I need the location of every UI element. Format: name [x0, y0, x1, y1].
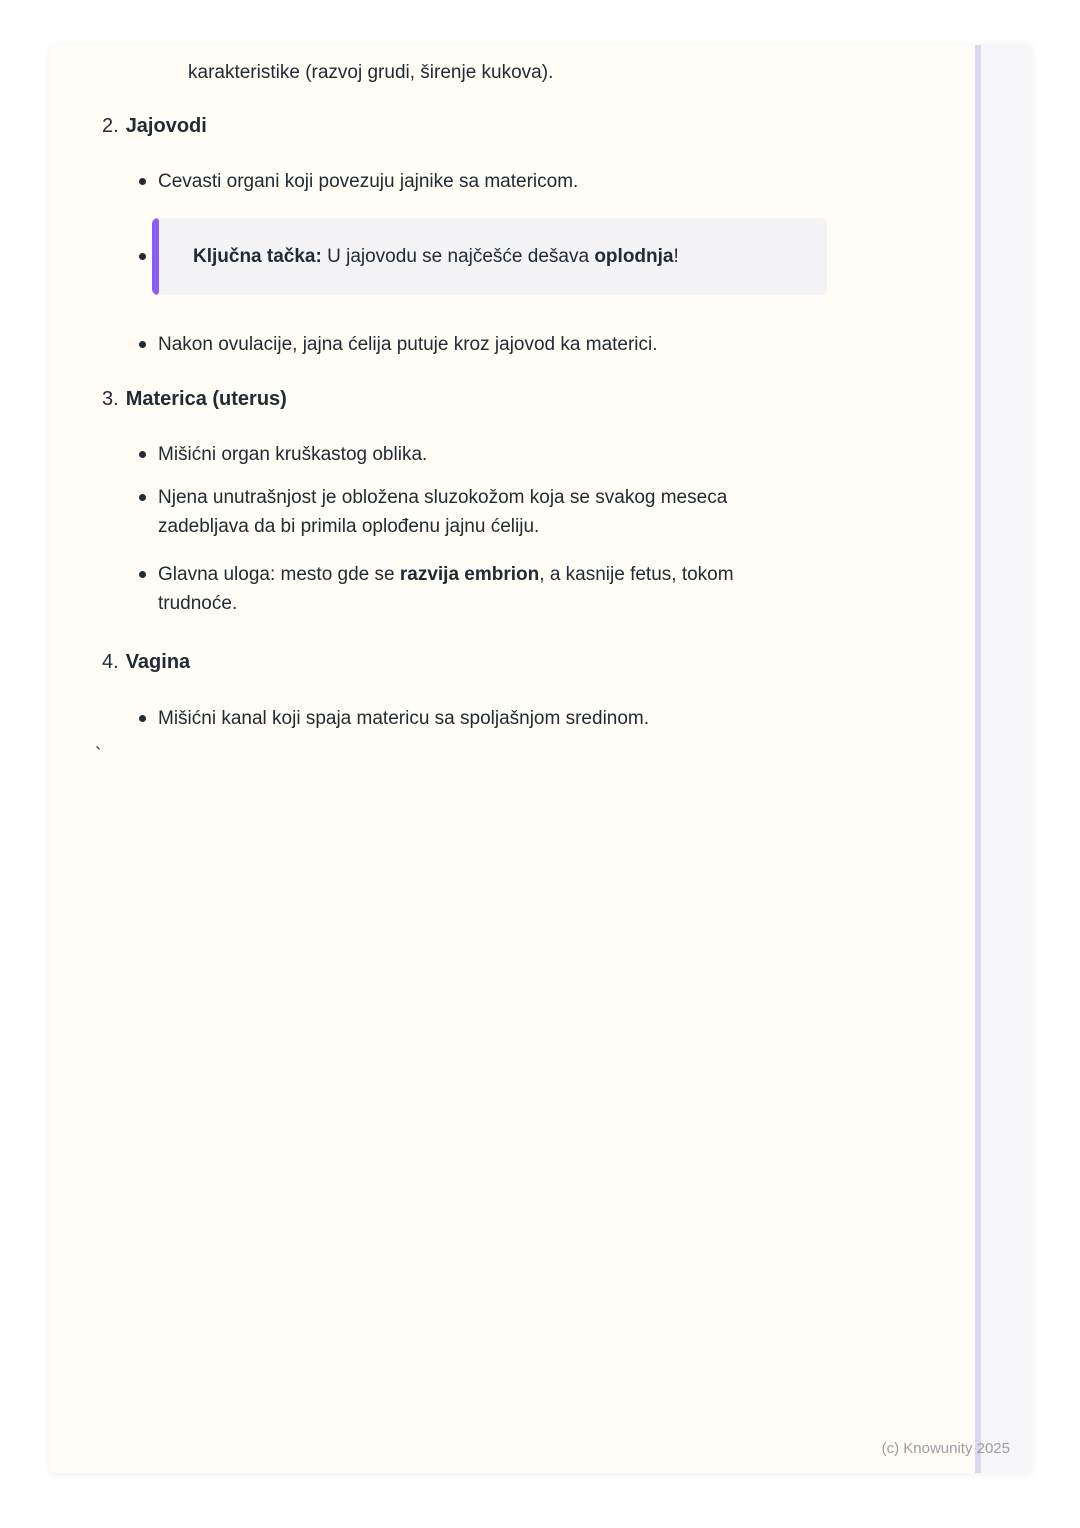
callout-text	[152, 242, 827, 271]
callout-bold-word: oplodnja	[594, 246, 674, 267]
list-item-text: Mišićni kanal koji spaja matericu sa spoljašnjom sredinom.	[158, 708, 650, 729]
stray-backtick-character: `	[95, 745, 102, 766]
callout-suffix: !	[673, 246, 679, 267]
callout-body: U jajovodu se najčešće dešava	[321, 246, 595, 267]
list-item-text: Mišićni organ kruškastog oblika.	[158, 444, 428, 465]
list-item-text: Glavna uloga: mesto gde se	[158, 564, 400, 585]
list-item	[102, 330, 818, 359]
section-heading-materica	[102, 385, 1032, 414]
section-title: Materica (uterus)	[125, 388, 287, 410]
callout-label: Ključna tačka:	[193, 246, 322, 267]
section-number: 2.	[102, 115, 119, 137]
list-item	[102, 704, 818, 733]
bullet-list	[102, 704, 1032, 733]
continuation-text: karakteristike (razvoj grudi, širenje kukova).	[188, 62, 554, 83]
list-item-text: Njena unutrašnjost je obložena sluzokožom koja se svakog meseca zadebljava da bi primila oplođenu jajnu ćeliju.	[158, 487, 728, 537]
section-heading-vagina	[102, 648, 1032, 677]
key-point-callout	[152, 218, 827, 295]
list-item-callout	[102, 218, 1032, 295]
list-item-text: , a kasnije fetus, tokom trudnoće.	[158, 564, 734, 614]
section-title: Vagina	[125, 651, 191, 673]
list-item	[102, 483, 818, 541]
document-content	[50, 45, 1032, 767]
bullet-list	[102, 167, 1032, 359]
copyright-footer: (c) Knowunity 2025	[881, 1440, 1010, 1457]
list-item-text: Nakon ovulacije, jajna ćelija putuje kroz jajovod ka materici.	[158, 334, 658, 355]
section-heading-jajovodi	[102, 112, 1032, 141]
callout-accent-bar	[152, 218, 159, 295]
list-item	[102, 167, 818, 196]
section-number: 3.	[102, 388, 119, 410]
section-title: Jajovodi	[125, 115, 207, 137]
document-card	[50, 45, 1032, 1473]
list-item-bold-text: razvija embrion	[399, 564, 540, 585]
list-item-text: Cevasti organi koji povezuju jajnike sa matericom.	[158, 171, 579, 192]
bullet-list	[102, 440, 1032, 618]
list-item	[102, 440, 818, 469]
list-item	[102, 560, 818, 618]
section-number: 4.	[102, 651, 119, 673]
